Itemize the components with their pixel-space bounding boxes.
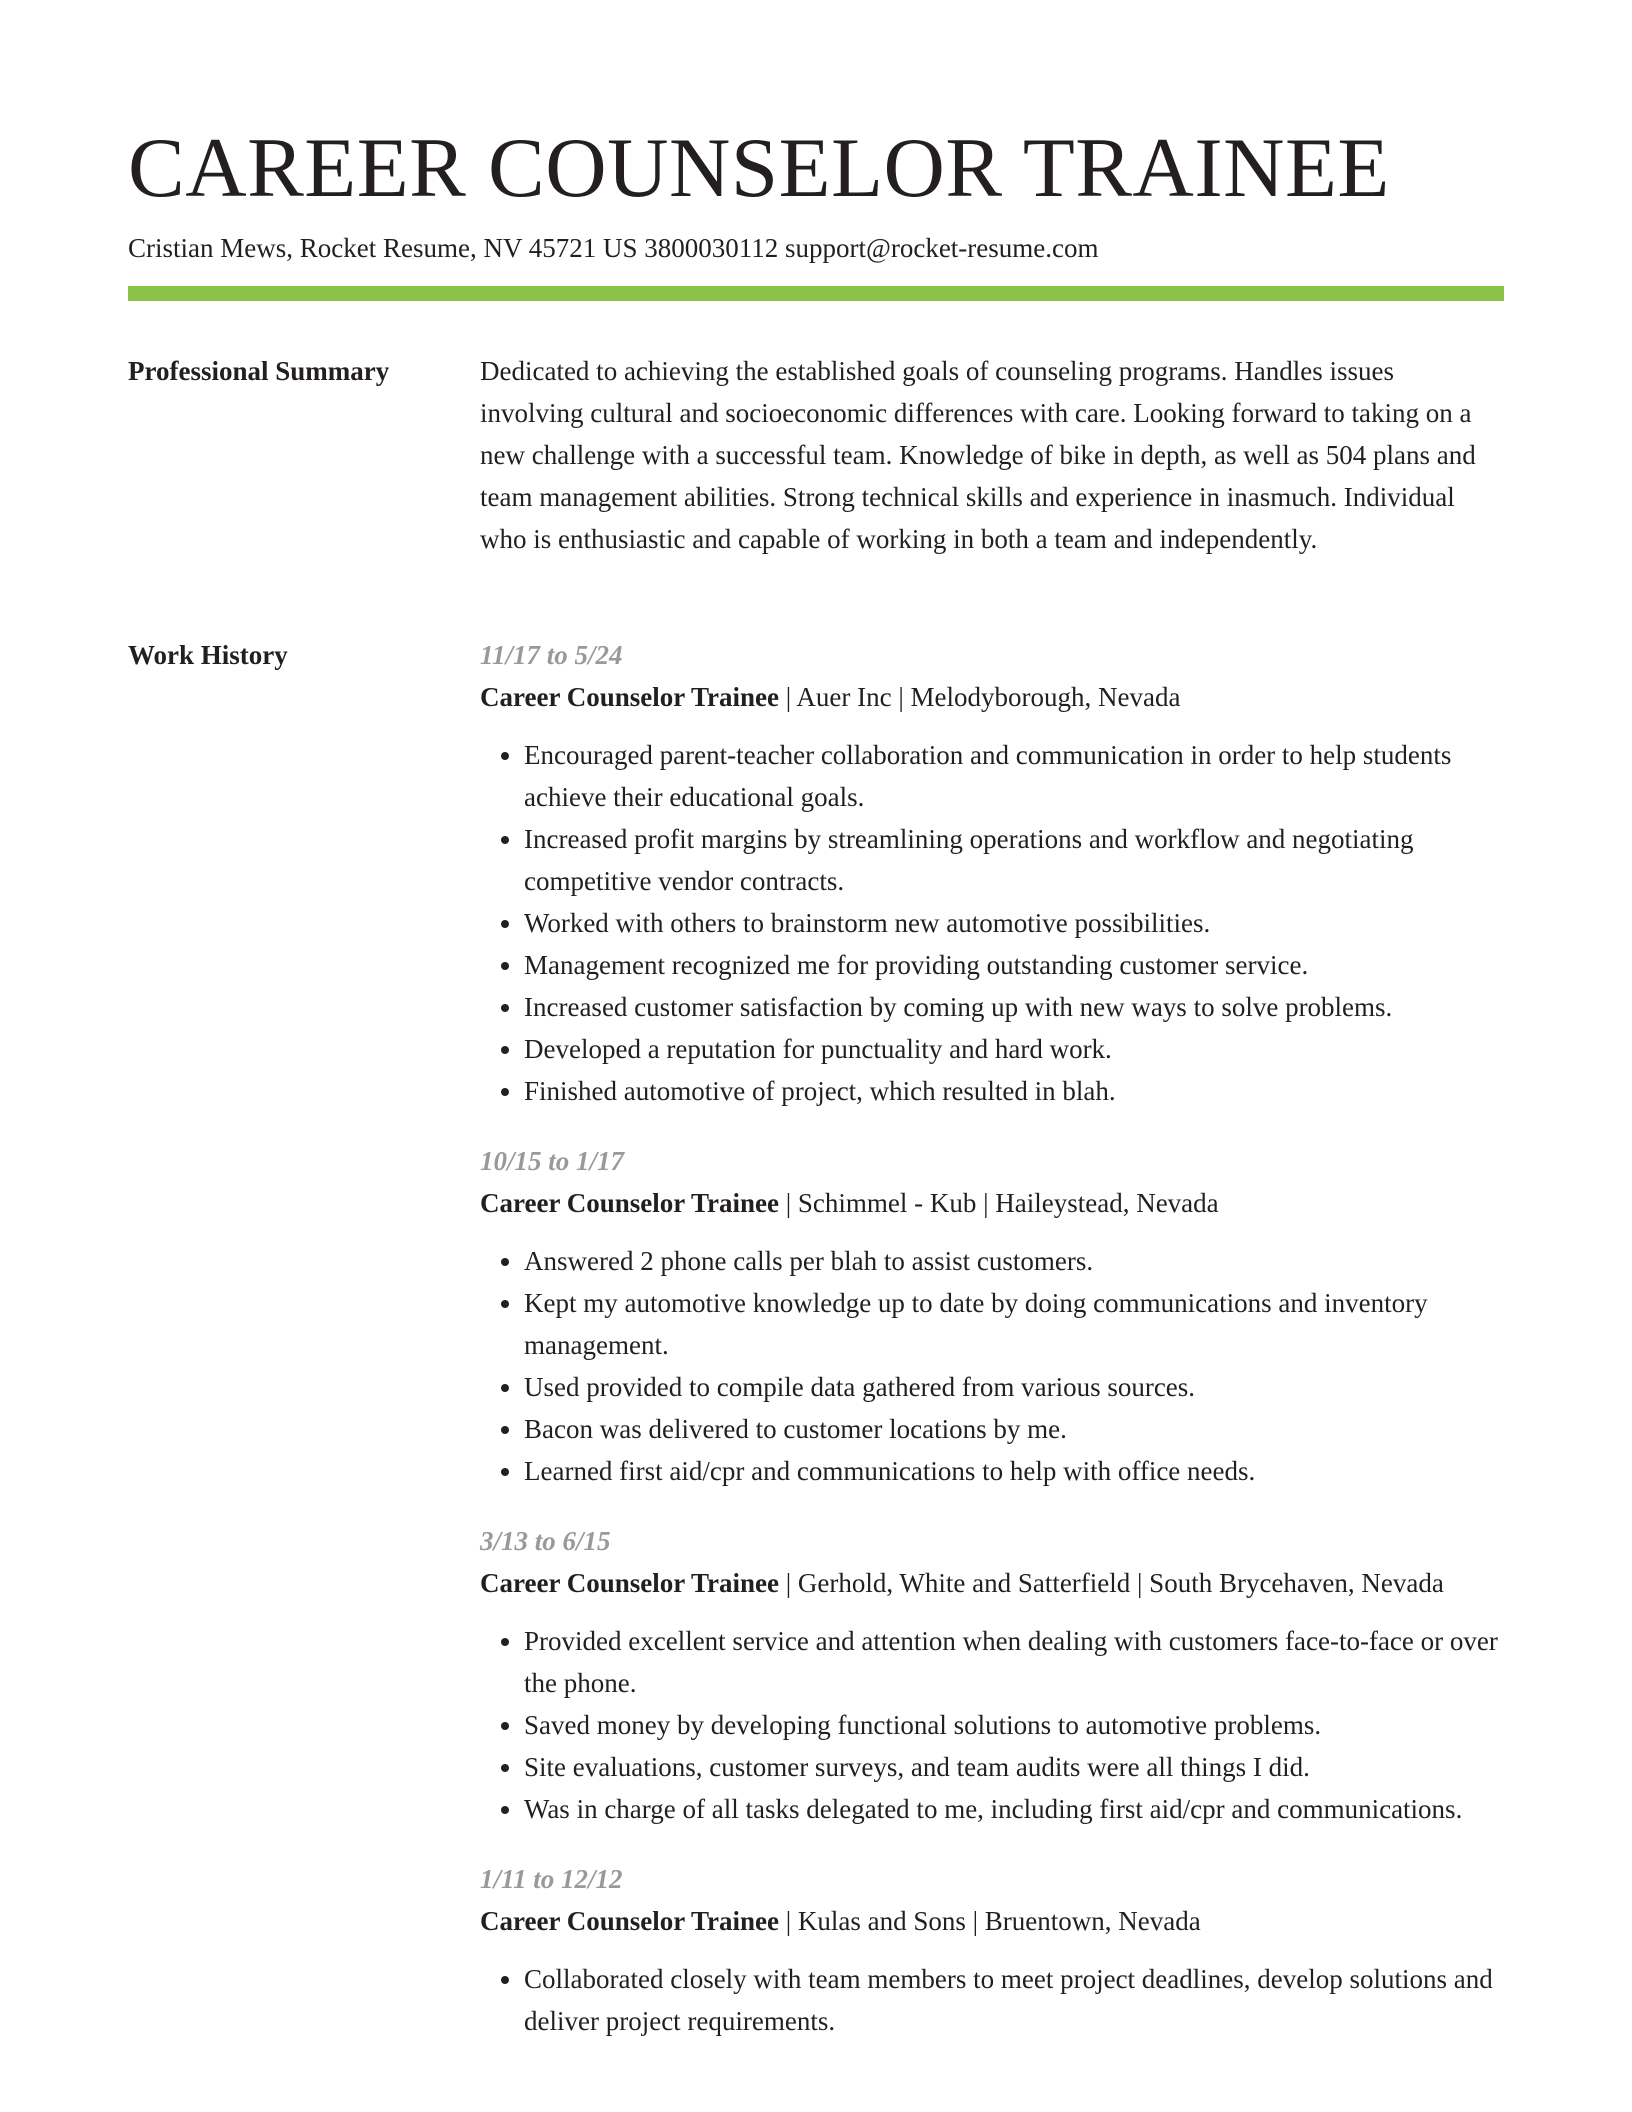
job-dates: 3/13 to 6/15 bbox=[480, 1526, 611, 1556]
job-title: Career Counselor Trainee bbox=[480, 1188, 779, 1218]
job-title: Career Counselor Trainee bbox=[480, 682, 779, 712]
list-item: • Kept my automotive knowledge up to date by doing communications and inventory management. bbox=[524, 1282, 1504, 1366]
summary-text: Dedicated to achieving the established goals of counseling programs. Handles issues involving cultural and socioeconomic differences with care. Looking forward to taking on a new challenge with a successful team. Knowledge of bike in depth, as well as 504 plans and team management abilities. Strong technical skills and experience in inasmuch. Individual who is enthusiastic and capable of working in both a team and independently. bbox=[480, 356, 1476, 554]
list-item: • Used provided to compile data gathered from various sources. bbox=[524, 1366, 1504, 1408]
list-item: • Finished automotive of project, which resulted in blah. bbox=[524, 1070, 1504, 1112]
section-body bbox=[480, 350, 1504, 560]
job-details: | Schimmel - Kub | Haileystead, Nevada bbox=[778, 1188, 1219, 1218]
job-bullets bbox=[480, 1958, 1504, 2042]
list-item: • Increased customer satisfaction by coming up with new ways to solve problems. bbox=[524, 986, 1504, 1028]
job-list bbox=[480, 634, 1504, 2070]
list-item: • Management recognized me for providing outstanding customer service. bbox=[524, 944, 1504, 986]
list-item: • Answered 2 phone calls per blah to assist customers. bbox=[524, 1240, 1504, 1282]
job-details: | Auer Inc | Melodyborough, Nevada bbox=[778, 682, 1181, 712]
list-item: • Collaborated closely with team members to meet project deadlines, develop solutions and deliver project requirements. bbox=[524, 1958, 1504, 2042]
section-title: Professional Summary bbox=[128, 356, 390, 386]
job-title-line bbox=[480, 1562, 1504, 1604]
header-divider bbox=[128, 286, 1504, 301]
list-item: • Saved money by developing functional solutions to automotive problems. bbox=[524, 1704, 1504, 1746]
job-title-line bbox=[480, 1182, 1504, 1224]
job-dates: 1/11 to 12/12 bbox=[480, 1864, 623, 1894]
list-item: • Provided excellent service and attention when dealing with customers face-to-face or over the phone. bbox=[524, 1620, 1504, 1704]
job-title-line bbox=[480, 676, 1504, 718]
list-item: • Site evaluations, customer surveys, and team audits were all things I did. bbox=[524, 1746, 1504, 1788]
job-details: | Gerhold, White and Satterfield | South Brycehaven, Nevada bbox=[778, 1568, 1444, 1598]
job-details: | Kulas and Sons | Bruentown, Nevada bbox=[778, 1906, 1201, 1936]
job-title: Career Counselor Trainee bbox=[480, 1906, 779, 1936]
list-item: • Bacon was delivered to customer locations by me. bbox=[524, 1408, 1504, 1450]
resume-name: CAREER COUNSELOR TRAINEE bbox=[128, 121, 1390, 215]
job-entry bbox=[480, 1520, 1504, 1830]
list-item: • Worked with others to brainstorm new automotive possibilities. bbox=[524, 902, 1504, 944]
job-entry bbox=[480, 634, 1504, 1112]
job-bullets bbox=[480, 734, 1504, 1112]
list-item: • Increased profit margins by streamlining operations and workflow and negotiating competitive vendor contracts. bbox=[524, 818, 1504, 902]
list-item: • Developed a reputation for punctuality and hard work. bbox=[524, 1028, 1504, 1070]
job-title-line bbox=[480, 1900, 1504, 1942]
contact-line: Cristian Mews, Rocket Resume, NV 45721 US 3800030112 support@rocket-resume.com bbox=[128, 233, 1099, 263]
job-entry bbox=[480, 1858, 1504, 2042]
job-dates: 11/17 to 5/24 bbox=[480, 640, 623, 670]
list-item: • Learned first aid/cpr and communications to help with office needs. bbox=[524, 1450, 1504, 1492]
section-title: Work History bbox=[128, 640, 288, 670]
job-dates: 10/15 to 1/17 bbox=[480, 1146, 625, 1176]
job-bullets bbox=[480, 1240, 1504, 1492]
list-item: • Encouraged parent-teacher collaboration and communication in order to help students achieve their educational goals. bbox=[524, 734, 1504, 818]
job-title: Career Counselor Trainee bbox=[480, 1568, 779, 1598]
list-item: • Was in charge of all tasks delegated to me, including first aid/cpr and communications. bbox=[524, 1788, 1504, 1830]
job-bullets bbox=[480, 1620, 1504, 1830]
job-entry bbox=[480, 1140, 1504, 1492]
